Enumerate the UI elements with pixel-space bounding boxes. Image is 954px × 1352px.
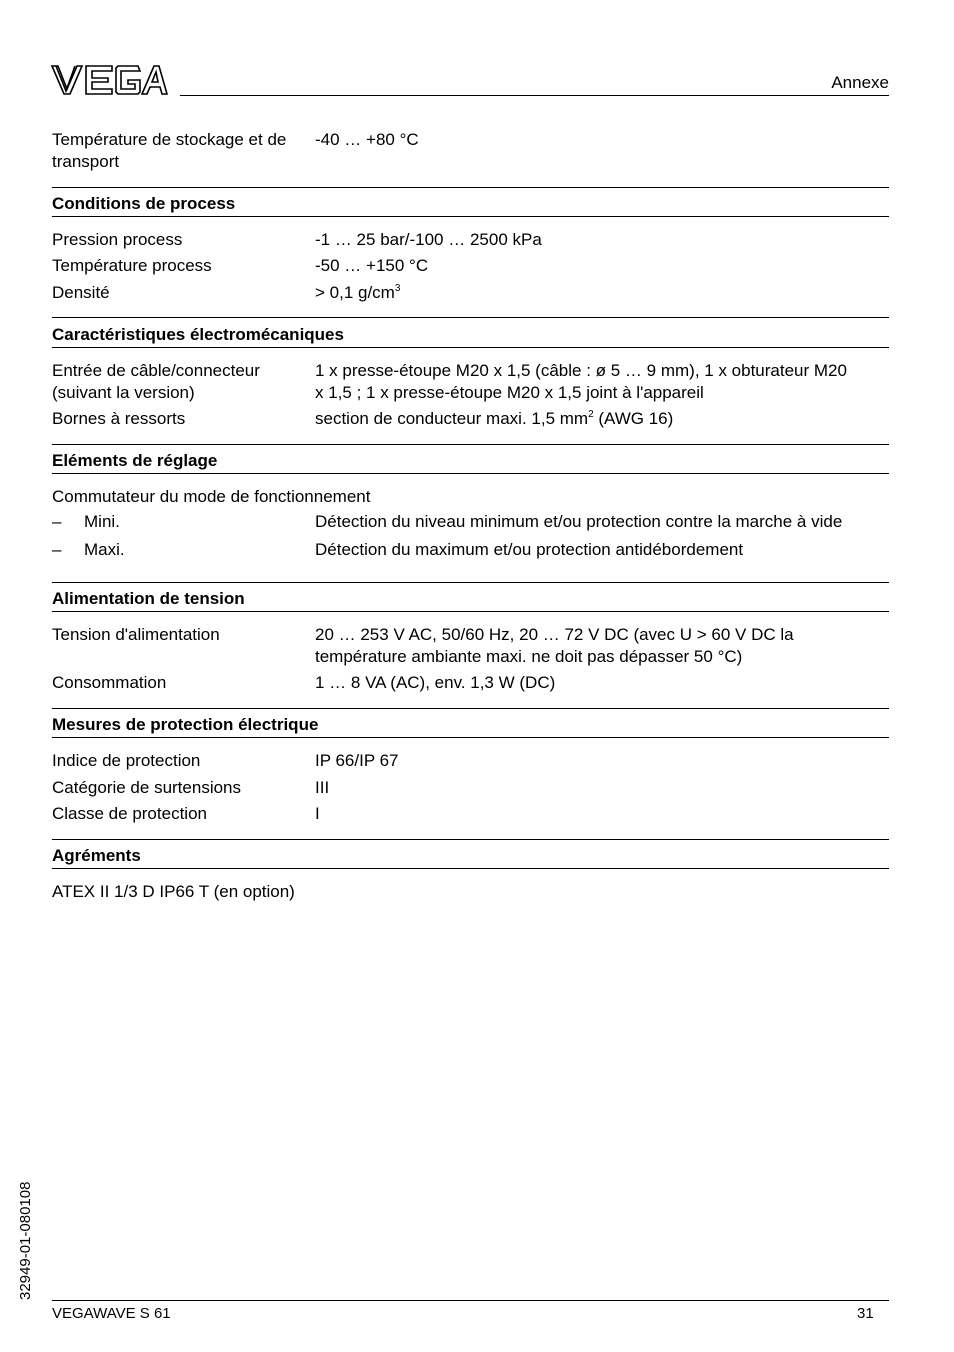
- density-value-text: > 0,1 g/cm: [315, 283, 395, 302]
- process-temperature-label: Température process: [52, 256, 212, 275]
- storage-temperature-value: -40 … +80 °C: [315, 130, 419, 149]
- document-code: 32949-01-080108: [17, 1181, 34, 1300]
- electromech-section-title: Caractéristiques électromécaniques: [52, 325, 344, 344]
- mode-min-label: Mini.: [84, 512, 120, 531]
- density-exponent: 3: [394, 283, 401, 294]
- ip-rating-value: IP 66/IP 67: [315, 751, 399, 770]
- vega-logo: [50, 62, 168, 98]
- consumption-label: Consommation: [52, 673, 167, 692]
- process-pressure-label: Pression process: [52, 230, 183, 249]
- adjustment-divider-top: [52, 444, 889, 445]
- terminals-value-text: section de conducteur maxi. 1,5 mm: [315, 409, 589, 428]
- header-divider: [180, 95, 889, 96]
- power-divider-bottom: [52, 611, 889, 612]
- protection-class-label: Classe de protection: [52, 804, 207, 823]
- terminals-value-suffix: (AWG 16): [593, 409, 674, 428]
- power-section-title: Alimentation de tension: [52, 589, 245, 608]
- terminals-exponent: 2: [588, 409, 594, 420]
- mode-switch-label: Commutateur du mode de fonctionnement: [52, 487, 371, 506]
- protection-divider-bottom: [52, 737, 889, 738]
- storage-temperature-label: Température de stockage et de transport: [52, 130, 287, 171]
- mode-max-label: Maxi.: [84, 540, 125, 559]
- header-section-label: Annexe: [831, 73, 889, 92]
- density-label: Densité: [52, 283, 110, 302]
- overvoltage-value: III: [315, 778, 330, 797]
- adjustment-divider-bottom: [52, 473, 889, 474]
- supply-voltage-label: Tension d'alimentation: [52, 625, 220, 644]
- power-divider-top: [52, 582, 889, 583]
- electromech-divider-top: [52, 317, 889, 318]
- approvals-divider-top: [52, 839, 889, 840]
- process-section-title: Conditions de process: [52, 194, 236, 213]
- protection-class-value: I: [315, 804, 320, 823]
- terminals-label: Bornes à ressorts: [52, 409, 186, 428]
- approvals-section-title: Agréments: [52, 846, 141, 865]
- mode-min-value: Détection du niveau minimum et/ou protection contre la marche à vide: [315, 512, 843, 531]
- ip-rating-label: Indice de protection: [52, 751, 201, 770]
- mode-max-value: Détection du maximum et/ou protection antidébordement: [315, 540, 744, 559]
- consumption-value: 1 … 8 VA (AC), env. 1,3 W (DC): [315, 673, 556, 692]
- cable-entry-label: Entrée de câble/connecteur (suivant la version): [52, 361, 260, 402]
- protection-divider-top: [52, 708, 889, 709]
- supply-voltage-value: 20 … 253 V AC, 50/60 Hz, 20 … 72 V DC (avec U > 60 V DC la température ambiante maxi. ne doit pas dépasser 50 °C): [315, 625, 794, 666]
- list-dash: –: [52, 540, 62, 559]
- atex-text: ATEX II 1/3 D IP66 T (en option): [52, 882, 295, 901]
- process-temperature-value: -50 … +150 °C: [315, 256, 429, 275]
- footer-divider: [52, 1300, 889, 1301]
- process-divider-bottom: [52, 216, 889, 217]
- process-divider-top: [52, 187, 889, 188]
- page-number: 31: [857, 1305, 874, 1322]
- density-value: [315, 282, 890, 304]
- terminals-value: [315, 408, 890, 430]
- footer-product-name: VEGAWAVE S 61: [52, 1305, 171, 1322]
- approvals-divider-bottom: [52, 868, 889, 869]
- protection-section-title: Mesures de protection électrique: [52, 715, 319, 734]
- electromech-divider-bottom: [52, 347, 889, 348]
- list-dash: –: [52, 512, 62, 531]
- cable-entry-value: 1 x presse-étoupe M20 x 1,5 (câble : ø 5 … 9 mm), 1 x obturateur M20 x 1,5 ; 1 x presse-étoupe M20 x 1,5 joint à l'appareil: [315, 361, 847, 402]
- adjustment-section-title: Eléments de réglage: [52, 451, 218, 470]
- process-pressure-value: -1 … 25 bar/-100 … 2500 kPa: [315, 230, 542, 249]
- overvoltage-label: Catégorie de surtensions: [52, 778, 242, 797]
